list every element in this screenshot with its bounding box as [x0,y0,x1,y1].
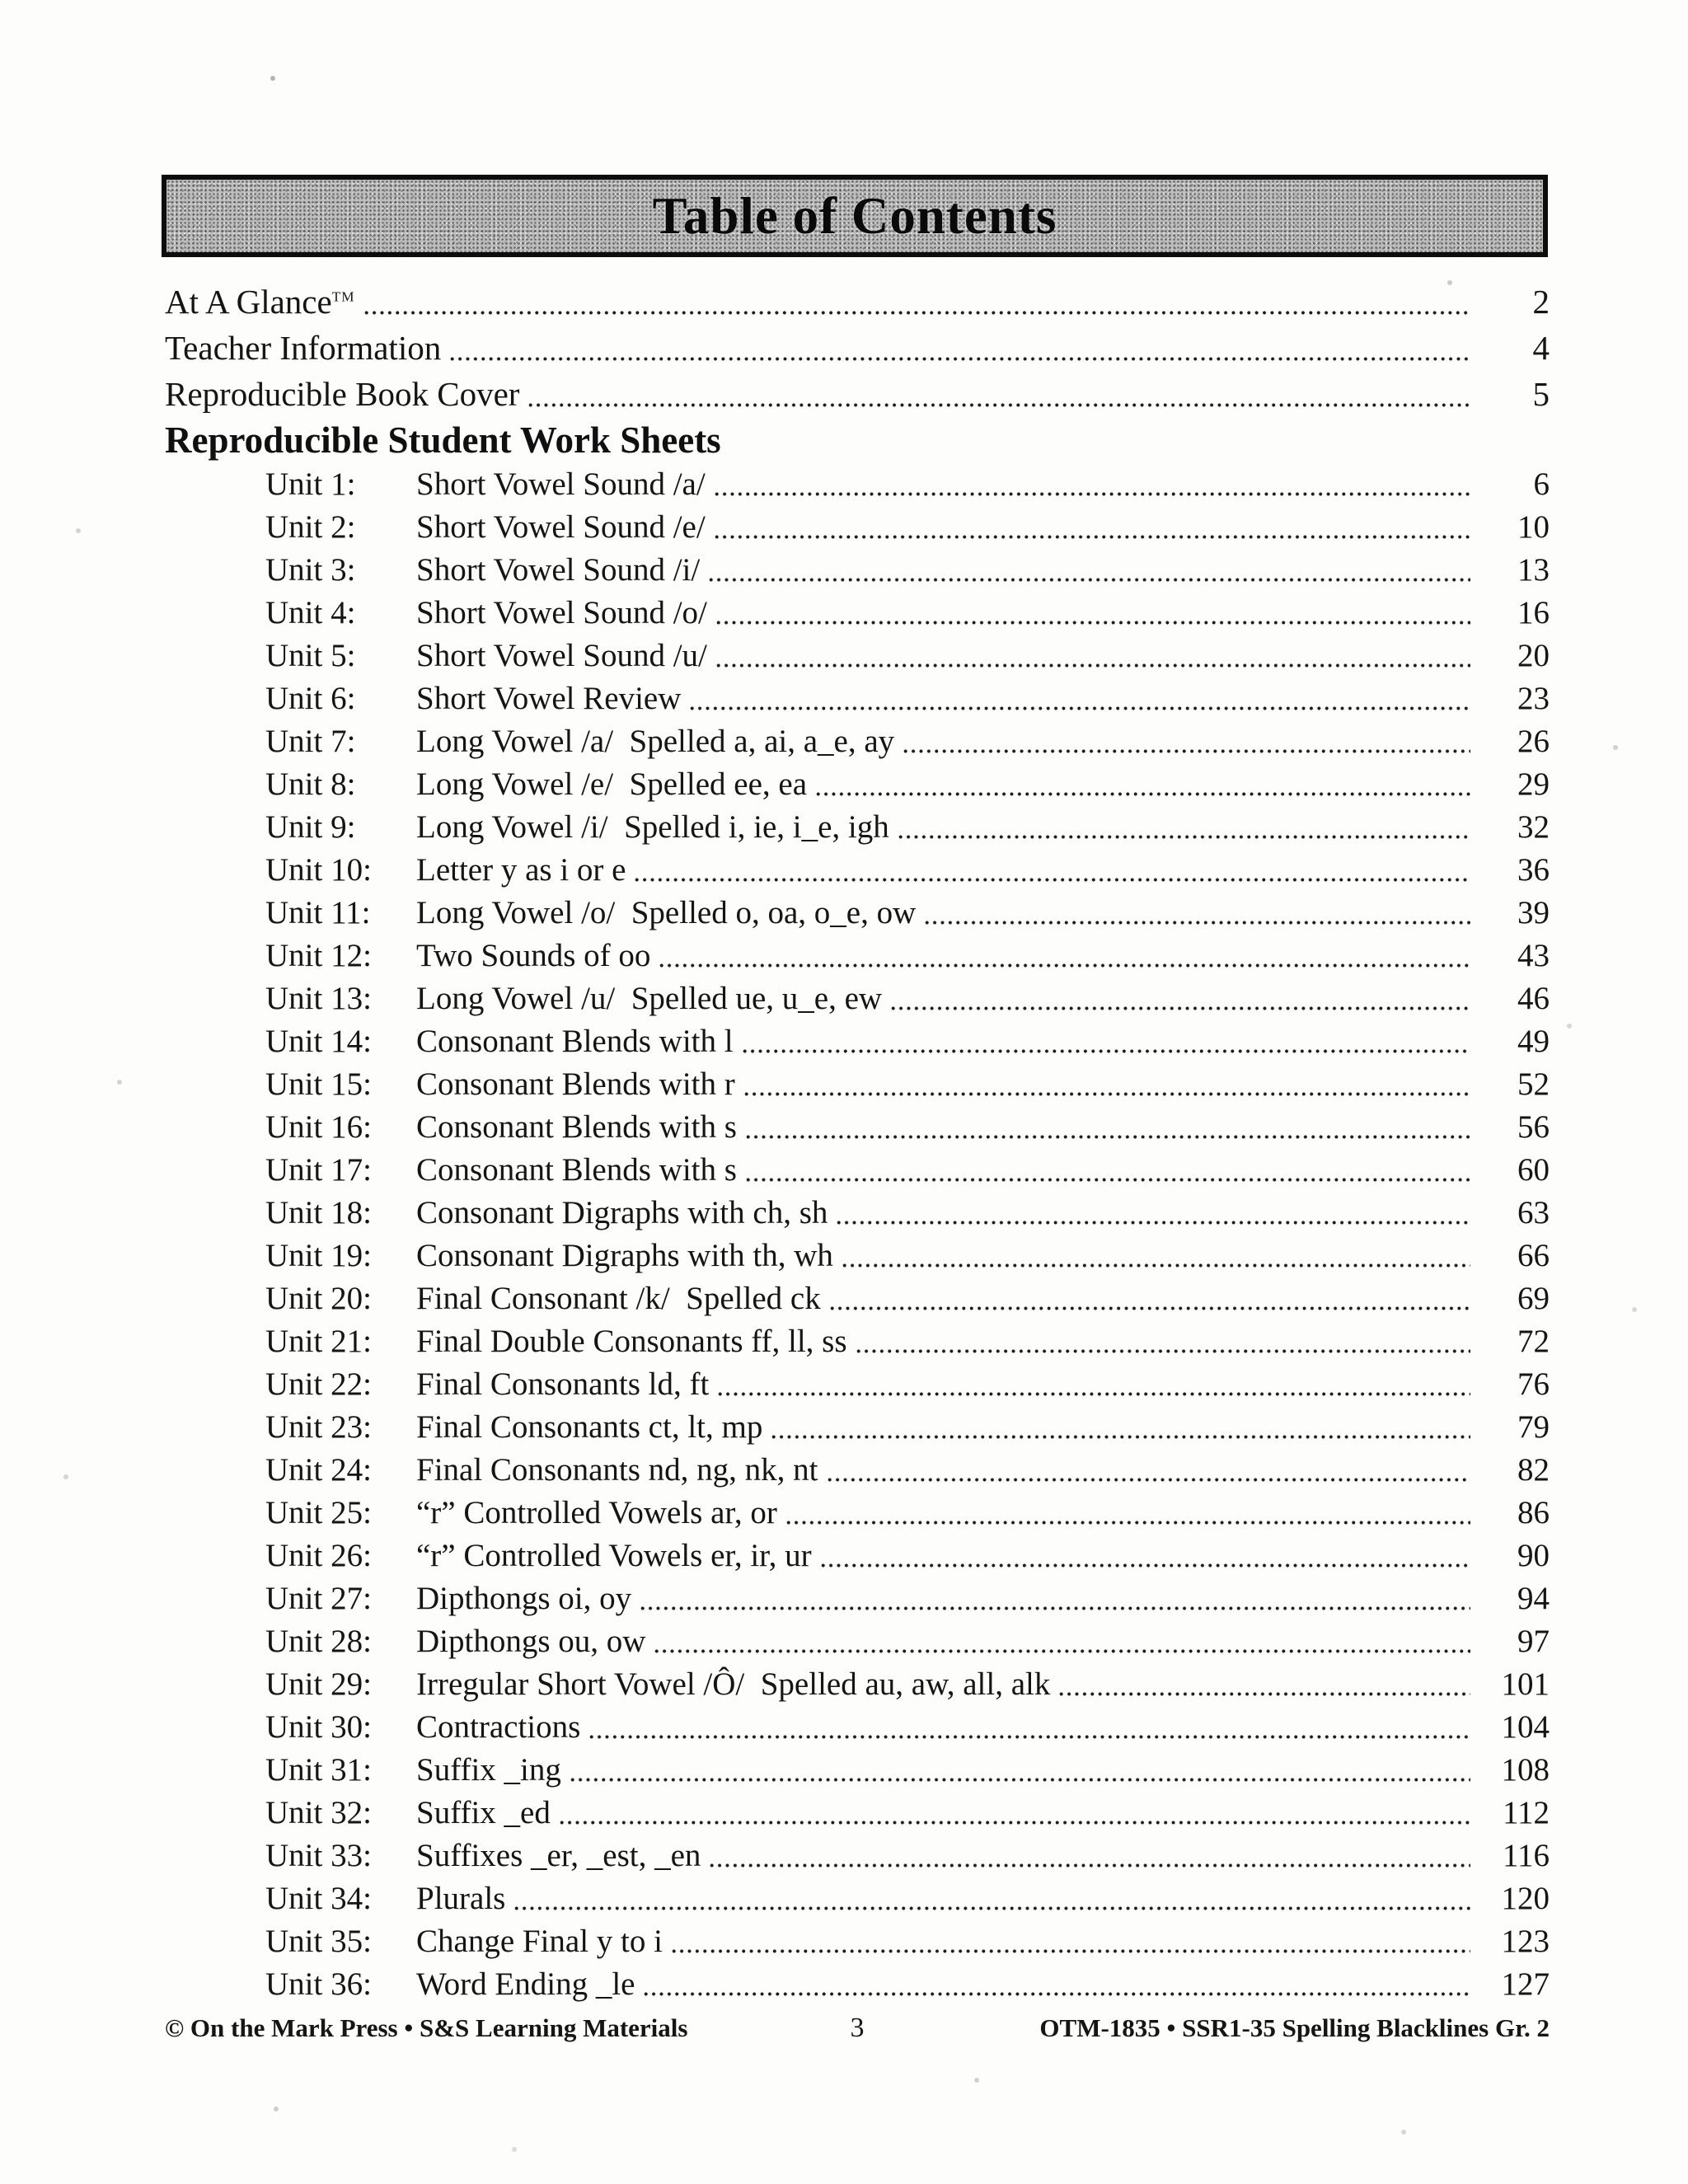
entry-title [416,1492,777,1535]
entry-title-text: Consonant Blends with r [416,1066,735,1102]
dotted-leader [700,549,1475,592]
dotted-leader [706,463,1475,506]
unit-label: Unit 8: [265,766,356,802]
entry-title [416,1192,828,1235]
entry-title [416,506,706,549]
entry-title [416,1449,818,1492]
page-number: 6 [1533,466,1550,502]
page-number: 39 [1517,895,1550,930]
dotted-leader [709,1363,1475,1406]
page-number: 43 [1517,938,1550,973]
page-number: 63 [1517,1195,1550,1230]
entry-title-text: Two Sounds of oo [416,938,651,973]
page-number: 2 [1532,283,1550,321]
dotted-leader [821,1277,1475,1320]
entry-title-text: Consonant Blends with s [416,1152,737,1188]
unit-label: Unit 24: [265,1452,372,1488]
unit-label: Unit 18: [265,1195,372,1230]
entry-title-text: Long Vowel /e/ Spelled ee, ea [416,766,808,802]
unit-label: Unit 13: [265,981,372,1016]
unit-row [165,1106,1550,1149]
entry-title [416,1020,734,1063]
entry-title [416,1835,701,1877]
entry-title [165,325,441,371]
unit-label: Unit 34: [265,1881,372,1916]
unit-label: Unit 16: [265,1109,372,1145]
entry-title [416,677,681,720]
unit-label: Unit 17: [265,1152,372,1188]
entry-title-text: Final Consonants nd, ng, nk, nt [416,1452,818,1488]
dotted-leader [681,677,1475,720]
entry-title-text: Letter y as i or e [416,852,626,888]
entry-title [416,1792,551,1835]
unit-row [165,1792,1550,1835]
dotted-leader [707,592,1475,635]
page-number: 13 [1517,552,1550,588]
dotted-leader [894,720,1475,763]
unit-label: Unit 29: [265,1666,372,1702]
unit-row [165,1363,1550,1406]
page-number: 23 [1517,681,1550,716]
unit-label: Unit 35: [265,1924,372,1959]
page-number: 32 [1517,809,1550,845]
page-number: 52 [1517,1066,1550,1102]
unit-row [165,463,1550,506]
dotted-leader [561,1749,1475,1792]
dotted-leader [882,977,1475,1020]
dotted-leader [818,1449,1475,1492]
entry-title-text: Consonant Digraphs with ch, sh [416,1195,828,1230]
unit-label: Unit 26: [265,1538,372,1573]
page-number: 82 [1517,1452,1550,1488]
unit-label: Unit 19: [265,1238,372,1273]
dotted-leader [519,371,1475,417]
entry-title-text: Long Vowel /u/ Spelled ue, u_e, ew [416,981,883,1016]
title-banner [162,175,1548,257]
unit-label: Unit 20: [265,1281,372,1316]
entry-title [416,892,916,935]
unit-label: Unit 4: [265,595,356,630]
unit-list [165,463,1550,2006]
unit-row [165,506,1550,549]
unit-row [165,1920,1550,1963]
entry-title [416,1106,737,1149]
dotted-leader [701,1835,1475,1877]
unit-row [165,935,1550,977]
entry-title [416,592,707,635]
entry-title [416,1235,833,1277]
entry-title [416,1877,505,1920]
unit-row [165,1063,1550,1106]
unit-row [165,1620,1550,1663]
unit-label: Unit 21: [265,1324,372,1359]
page-number: 108 [1501,1752,1550,1788]
page-number: 10 [1517,509,1550,545]
unit-label: Unit 2: [265,509,356,545]
dotted-leader [916,892,1475,935]
page-number: 123 [1501,1924,1550,1959]
scan-noise [0,0,3,3]
dotted-leader [626,849,1475,892]
page-number: 120 [1501,1881,1550,1916]
entry-title-text: Short Vowel Sound /a/ [416,466,706,502]
entry-title [416,849,626,892]
entry-title-text: Consonant Digraphs with th, wh [416,1238,833,1273]
unit-row [165,549,1550,592]
dotted-leader [737,1149,1475,1192]
entry-title [416,635,707,677]
entry-title [416,1149,737,1192]
entry-title [165,279,355,325]
entry-title [416,720,894,763]
toc-entry-row [165,325,1550,371]
dotted-leader [735,1063,1475,1106]
unit-label: Unit 28: [265,1624,372,1659]
unit-label: Unit 9: [265,809,356,845]
entry-title [416,1620,645,1663]
entry-title-text: Suffix _ing [416,1752,561,1788]
entry-title [165,371,519,417]
unit-row [165,1320,1550,1363]
entry-title [416,806,889,849]
dotted-leader [807,763,1475,806]
toc-entry-row [165,371,1550,417]
unit-row [165,635,1550,677]
dotted-leader [828,1192,1475,1235]
page-number: 69 [1517,1281,1550,1316]
entry-title [416,463,706,506]
dotted-leader [762,1406,1475,1449]
footer-product-code: OTM-1835 • SSR1-35 Spelling Blacklines Gr. 2 [1039,2013,1550,2042]
entry-title [416,549,700,592]
page-number: 112 [1502,1795,1550,1830]
dotted-leader [847,1320,1475,1363]
entry-title-text: Change Final y to i [416,1924,663,1959]
page-number: 5 [1532,375,1550,413]
unit-row [165,1020,1550,1063]
entry-title-text: Short Vowel Sound /e/ [416,509,706,545]
unit-label: Unit 30: [265,1709,372,1745]
entry-title-text: At A Glance [165,283,332,321]
page-number: 4 [1532,329,1550,367]
entry-title-text: Final Consonants ct, lt, mp [416,1409,763,1445]
page-number: 90 [1517,1538,1550,1573]
unit-label: Unit 15: [265,1066,372,1102]
unit-label: Unit 33: [265,1838,372,1873]
page-number: 94 [1517,1581,1550,1616]
unit-row [165,806,1550,849]
page-number: 20 [1517,638,1550,673]
unit-label: Unit 25: [265,1495,372,1530]
entry-title [416,1277,821,1320]
unit-row [165,1277,1550,1320]
page-footer [165,2009,1550,2047]
entry-title-text: Dipthongs oi, oy [416,1581,632,1616]
unit-row [165,1149,1550,1192]
entry-title-text: Plurals [416,1881,506,1916]
entry-title [416,1963,635,2006]
entry-title-text: Contractions [416,1709,581,1745]
entry-title [416,1577,631,1620]
entry-title-text: Consonant Blends with s [416,1109,737,1145]
unit-row [165,1706,1550,1749]
dotted-leader [1050,1663,1475,1706]
dotted-leader [580,1706,1475,1749]
entry-title-text: Final Consonants ld, ft [416,1366,710,1402]
entry-title-text: Word Ending _le [416,1966,635,2002]
unit-row [165,763,1550,806]
table-of-contents [165,279,1550,2006]
unit-label: Unit 3: [265,552,356,588]
unit-label: Unit 1: [265,466,356,502]
dotted-leader [734,1020,1475,1063]
unit-label: Unit 27: [265,1581,372,1616]
unit-row [165,592,1550,635]
dotted-leader [663,1920,1475,1963]
unit-row [165,1877,1550,1920]
entry-title [416,1663,1050,1706]
entry-title [416,1363,709,1406]
entry-title [416,1320,847,1363]
page-number: 79 [1517,1409,1550,1445]
entry-title [416,1535,812,1577]
dotted-leader [777,1492,1475,1535]
page-number: 46 [1517,981,1550,1016]
dotted-leader [833,1235,1475,1277]
unit-label: Unit 22: [265,1366,372,1402]
dotted-leader [441,325,1475,371]
entry-title-text: Irregular Short Vowel /Ô/ Spelled au, aw, all, alk [416,1666,1051,1702]
page-number: 72 [1517,1324,1550,1359]
entry-title [416,935,650,977]
unit-label: Unit 10: [265,852,372,888]
unit-row [165,1535,1550,1577]
unit-row [165,977,1550,1020]
trademark-superscript: TM [331,288,355,305]
dotted-leader [889,806,1475,849]
entry-title-text: Final Double Consonants ff, ll, ss [416,1324,847,1359]
entry-title [416,1063,735,1106]
unit-label: Unit 31: [265,1752,372,1788]
page-number: 60 [1517,1152,1550,1188]
unit-label: Unit 36: [265,1966,372,2002]
entry-title-text: Suffix _ed [416,1795,551,1830]
unit-row [165,1406,1550,1449]
dotted-leader [355,279,1476,325]
page-number: 97 [1517,1624,1550,1659]
unit-row [165,1749,1550,1792]
page-number: 101 [1501,1666,1550,1702]
entry-title-text: Short Vowel Sound /i/ [416,552,701,588]
toc-entry-row [165,279,1550,325]
footer-page-number: 3 [850,2013,865,2043]
entry-title-text: Suffixes _er, _est, _en [416,1838,701,1873]
unit-row [165,1663,1550,1706]
unit-label: Unit 23: [265,1409,372,1445]
page-number: 127 [1501,1966,1550,2002]
unit-label: Unit 11: [265,895,371,930]
unit-row [165,1963,1550,2006]
entry-title-text: Consonant Blends with l [416,1024,734,1059]
dotted-leader [706,506,1475,549]
unit-label: Unit 5: [265,638,356,673]
dotted-leader [635,1963,1475,2006]
entry-title-text: Dipthongs ou, ow [416,1624,646,1659]
unit-row [165,1235,1550,1277]
page-number: 56 [1517,1109,1550,1145]
page-number: 104 [1501,1709,1550,1745]
dotted-leader [505,1877,1475,1920]
dotted-leader [812,1535,1475,1577]
unit-row [165,677,1550,720]
entry-title [416,1920,663,1963]
page-number: 29 [1517,766,1550,802]
entry-title [416,763,807,806]
unit-row [165,720,1550,763]
dotted-leader [737,1106,1475,1149]
unit-label: Unit 32: [265,1795,372,1830]
entry-title-text: “r” Controlled Vowels ar, or [416,1495,777,1530]
dotted-leader [645,1620,1475,1663]
unit-row [165,849,1550,892]
section-heading: Reproducible Student Work Sheets [165,419,721,461]
entry-title [416,1706,580,1749]
footer-publisher: © On the Mark Press • S&S Learning Materials [165,2013,688,2042]
unit-row [165,1449,1550,1492]
page-number: 36 [1517,852,1550,888]
page-number: 26 [1517,724,1550,759]
entry-title [416,977,882,1020]
unit-row [165,1835,1550,1877]
page-number: 76 [1517,1366,1550,1402]
entry-title-text: Long Vowel /a/ Spelled a, ai, a_e, ay [416,724,895,759]
page-number: 66 [1517,1238,1550,1273]
entry-title-text: Reproducible Book Cover [165,375,520,413]
unit-row [165,1577,1550,1620]
entry-title-text: Short Vowel Sound /o/ [416,595,707,630]
dotted-leader [650,935,1475,977]
page-title: Table of Contents [652,186,1057,245]
entry-title-text: “r” Controlled Vowels er, ir, ur [416,1538,812,1573]
unit-label: Unit 7: [265,724,356,759]
entry-title-text: Short Vowel Review [416,681,682,716]
dotted-leader [707,635,1475,677]
unit-row [165,892,1550,935]
page-number: 86 [1517,1495,1550,1530]
unit-row [165,1492,1550,1535]
entry-title-text: Long Vowel /i/ Spelled i, ie, i_e, igh [416,809,889,845]
page-number: 16 [1517,595,1550,630]
unit-label: Unit 14: [265,1024,372,1059]
page-number: 116 [1502,1838,1550,1873]
page-number: 49 [1517,1024,1550,1059]
entry-title-text: Long Vowel /o/ Spelled o, oa, o_e, ow [416,895,917,930]
unit-row [165,1192,1550,1235]
entry-title [416,1749,561,1792]
unit-label: Unit 12: [265,938,372,973]
entry-title-text: Final Consonant /k/ Spelled ck [416,1281,821,1316]
dotted-leader [551,1792,1475,1835]
front-matter-list [165,279,1550,417]
entry-title-text: Teacher Information [165,329,442,367]
unit-label: Unit 6: [265,681,356,716]
dotted-leader [631,1577,1475,1620]
entry-title-text: Short Vowel Sound /u/ [416,638,707,673]
entry-title [416,1406,762,1449]
